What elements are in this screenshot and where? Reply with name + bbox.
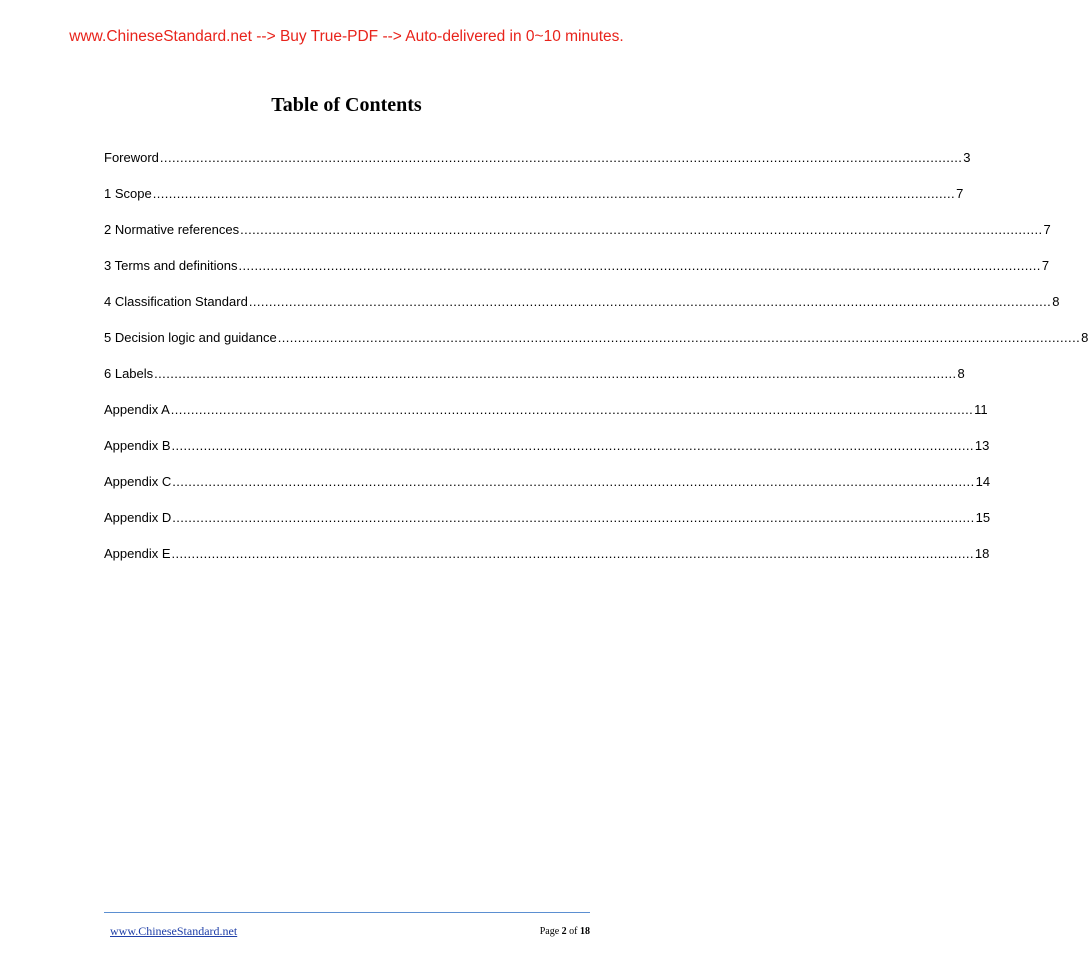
toc-entry-page: 14 [975,474,991,489]
toc-entry[interactable] [104,546,990,582]
toc-leader-dots: ........................................................................................................................................................................................................ [170,402,974,417]
toc-entry[interactable] [104,222,1051,258]
toc-entry-label: 2 Normative references [104,222,240,237]
toc-entry-page: 8 [957,366,965,381]
toc-entry-page: 13 [974,438,990,453]
toc-entry[interactable] [104,186,964,222]
page-title: Table of Contents [271,94,422,116]
toc-leader-dots: ........................................................................................................................................................................................................ [171,438,974,453]
page-total: 18 [580,926,590,937]
footer-website-link[interactable]: www.ChineseStandard.net [110,924,238,938]
toc-leader-dots: ........................................................................................................................................................................................................ [152,186,956,201]
toc-entry-page: 7 [1041,258,1050,273]
toc-entry[interactable] [104,294,1060,330]
toc-entry-label: Appendix C [104,474,172,489]
promo-banner[interactable]: www.ChineseStandard.net --> Buy True-PDF --> Auto-delivered in 0~10 minutes. [69,28,624,45]
table-of-contents [104,150,1088,582]
toc-leader-dots: ........................................................................................................................................................................................................ [154,366,957,381]
toc-leader-dots: ........................................................................................................................................................................................................ [171,546,974,561]
toc-entry-label: 5 Decision logic and guidance [104,330,277,345]
page-number [540,926,590,937]
toc-entry[interactable] [104,330,1088,366]
toc-leader-dots: ........................................................................................................................................................................................................ [172,510,975,525]
toc-entry-label: Appendix D [104,510,172,525]
toc-entry-page: 7 [956,186,964,201]
toc-entry-label: 1 Scope [104,186,152,201]
toc-leader-dots: ........................................................................................................................................................................................................ [277,330,1081,345]
page-of: of [569,926,578,937]
toc-entry-label: 3 Terms and definitions [104,258,238,273]
toc-entry[interactable] [104,402,988,438]
toc-leader-dots: ........................................................................................................................................................................................................ [172,474,975,489]
page-current: 2 [561,926,567,937]
toc-entry-label: Appendix B [104,438,171,453]
toc-entry-page: 8 [1081,330,1088,345]
toc-leader-dots: ........................................................................................................................................................................................................ [248,294,1052,309]
toc-entry-label: 4 Classification Standard [104,294,248,309]
toc-leader-dots: ........................................................................................................................................................................................................ [159,150,963,165]
toc-entry-label: Appendix E [104,546,171,561]
toc-leader-dots: ........................................................................................................................................................................................................ [238,258,1041,273]
footer-divider [104,912,590,913]
toc-entry[interactable] [104,150,971,186]
toc-entry-page: 7 [1043,222,1051,237]
toc-leader-dots: ........................................................................................................................................................................................................ [240,222,1043,237]
toc-entry[interactable] [104,474,991,510]
toc-entry-page: 11 [974,402,988,417]
toc-entry[interactable] [104,258,1050,294]
toc-entry-page: 15 [975,510,991,525]
toc-entry[interactable] [104,438,990,474]
toc-entry-page: 8 [1052,294,1060,309]
toc-entry[interactable] [104,510,991,546]
toc-entry[interactable] [104,366,965,402]
toc-entry-page: 18 [974,546,990,561]
toc-entry-label: Foreword [104,150,159,165]
toc-entry-page: 3 [963,150,971,165]
page-prefix: Page [539,926,560,937]
toc-entry-label: 6 Labels [104,366,154,381]
toc-entry-label: Appendix A [104,402,170,417]
